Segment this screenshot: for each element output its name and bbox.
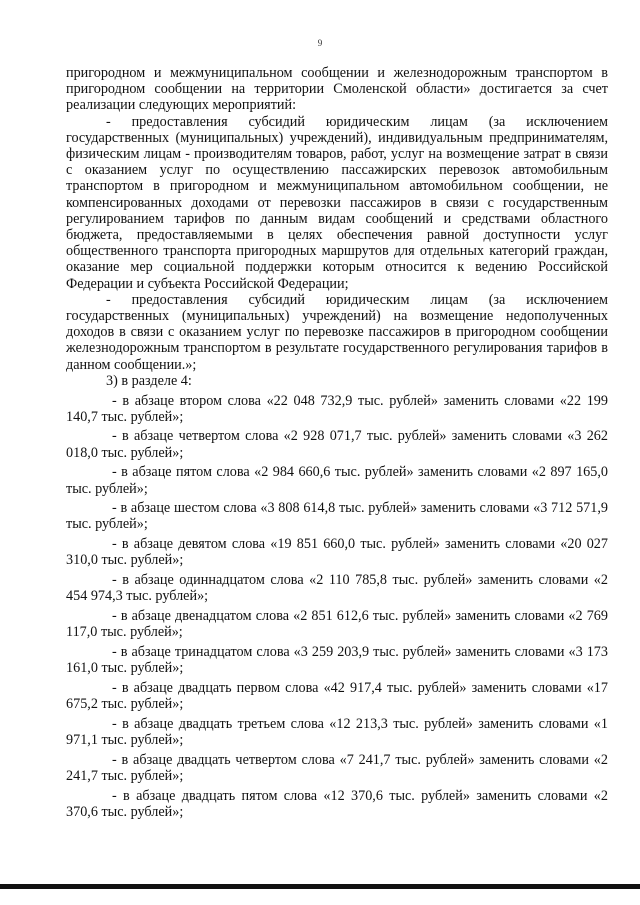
amendment-item: - в абзаце шестом слова «3 808 614,8 тыс. рублей» заменить словами «3 712 571,9 тыс. рублей»; xyxy=(66,500,608,533)
paragraph-continuation: пригородном и межмуниципальном сообщении и железнодорожным транспортом в пригородном сообщении на территории Смоленской области» достигается за счет реализации следующих мероприятий: xyxy=(66,65,608,114)
amendment-item: - в абзаце двадцать четвертом слова «7 241,7 тыс. рублей» заменить словами «2 241,7 тыс. рублей»; xyxy=(66,751,608,784)
scan-bottom-edge xyxy=(0,884,640,889)
amendment-item: - в абзаце двадцать пятом слова «12 370,6 тыс. рублей» заменить словами «2 370,6 тыс. рублей»; xyxy=(66,787,608,820)
amendment-item: - в абзаце пятом слова «2 984 660,6 тыс. рублей» заменить словами «2 897 165,0 тыс. рублей»; xyxy=(66,464,608,497)
amendment-item: - в абзаце двадцать первом слова «42 917,4 тыс. рублей» заменить словами «17 675,2 тыс. рублей»; xyxy=(66,679,608,713)
amendment-item: - в абзаце девятом слова «19 851 660,0 тыс. рублей» заменить словами «20 027 310,0 тыс. рублей»; xyxy=(66,536,608,569)
amendment-item: - в абзаце двадцать третьем слова «12 213,3 тыс. рублей» заменить словами «1 971,1 тыс. рублей»; xyxy=(66,715,608,748)
paragraph-subsidy-rail: - предоставления субсидий юридическим лицам (за исключением государственных (муниципальных) учреждений) на возмещение недополученных доходов в связи с оказанием услуг по перевозке пассажиров в пригородном сообщении железнодорожным транспортом в результате государственного регулирования тарифов в данном сообщении.»; xyxy=(66,291,608,373)
amendment-item: - в абзаце одиннадцатом слова «2 110 785,8 тыс. рублей» заменить словами «2 454 974,3 тыс. рублей»; xyxy=(66,572,608,605)
amendment-item: - в абзаце втором слова «22 048 732,9 тыс. рублей» заменить словами «22 199 140,7 тыс. рублей»; xyxy=(66,392,608,425)
amendment-item: - в абзаце четвертом слова «2 928 071,7 тыс. рублей» заменить словами «3 262 018,0 тыс. рублей»; xyxy=(66,428,608,461)
amendment-item: - в абзаце тринадцатом слова «3 259 203,9 тыс. рублей» заменить словами «3 173 161,0 тыс. рублей»; xyxy=(66,643,608,677)
section-heading: 3) в разделе 4: xyxy=(106,372,192,389)
document-body xyxy=(66,65,608,820)
paragraph-subsidy-auto: - предоставления субсидий юридическим лицам (за исключением государственных (муниципальных) учреждений), индивидуальным предпринимателям, физическим лицам - производителям товаров, работ, услуг на возмещение затрат в связи с оказанием услуг по осуществлению пассажирских перевозок автомобильным транспортом в пригородном и межмуниципальном автомобильном сообщении, не компенсированных доходами от перевозки пассажиров в связи с государственным регулированием тарифов по данным видам сообщений и средствами областного бюджета, предоставляемыми в целях обеспечения равной доступности услуг общественного транспорта пригородных маршрутов для отдельных категорий граждан, оказание мер социальной поддержки которым относится к ведению Российской Федерации и субъекта Российской Федерации; xyxy=(66,113,608,292)
amendment-item: - в абзаце двенадцатом слова «2 851 612,6 тыс. рублей» заменить словами «2 769 117,0 тыс. рублей»; xyxy=(66,608,608,641)
page-number: 9 xyxy=(317,38,323,48)
